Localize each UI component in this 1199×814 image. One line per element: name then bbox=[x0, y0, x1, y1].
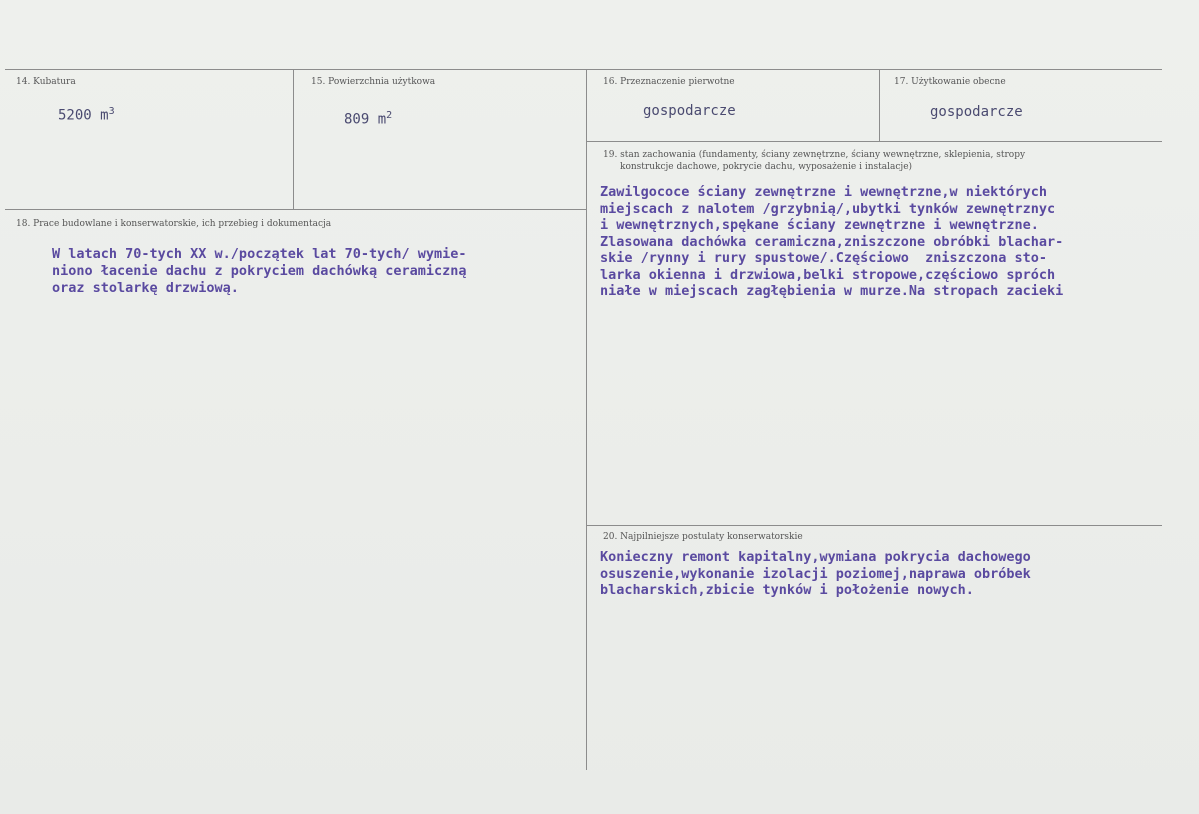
rule-above-20 bbox=[587, 525, 1162, 526]
field-18-text: W latach 70-tych XX w./początek lat 70-tych/ wymie- niono łacenie dachu z pokryciem dachówką ceramiczną oraz stolarkę drzwiową. bbox=[52, 246, 467, 296]
field-17-value: gospodarcze bbox=[930, 104, 1023, 120]
field-14-value bbox=[58, 106, 115, 124]
field-15-value bbox=[344, 110, 392, 128]
field-14-number: 5200 m bbox=[58, 107, 109, 124]
field-15-label: 15. Powierzchnia użytkowa bbox=[311, 77, 436, 87]
center-divider bbox=[586, 70, 587, 770]
rule-under-16-17 bbox=[587, 141, 1162, 142]
field-20-text: Konieczny remont kapitalny,wymiana pokrycia dachowego osuszenie,wykonanie izolacji poziomej,naprawa obróbek blacharskich,zbicie tynków i położenie nowych. bbox=[600, 549, 1031, 598]
field-19-text: Zawilgococe ściany zewnętrzne i wewnętrzne,w niektórych miejscach z nalotem /grzybnią/,ubytki tynków zewnętrznyc i wewnętrznych,spękane ściany zewnętrzne i wewnętrzne. Zlasowana dachówka ceramiczna,zniszczone obróbki blachar- skie /rynny i rury spustowe/.Częściowo zniszczona sto- larka okienna i drzwiowa,belki stropowe,częściowo spróch niałe w miejscach zagłębienia w murze.Na stropach zacieki bbox=[600, 184, 1064, 299]
field-16-label: 16. Przeznaczenie pierwotne bbox=[603, 77, 735, 87]
field-19-label-line1: 19. stan zachowania (fundamenty, ściany zewnętrzne, ściany wewnętrzne, sklepienia, stropy bbox=[603, 150, 1026, 160]
field-15-number: 809 m bbox=[344, 111, 387, 128]
field-19-label-line2: konstrukcje dachowe, pokrycie dachu, wyposażenie i instalacje) bbox=[620, 162, 913, 172]
divider-16-17 bbox=[879, 70, 880, 142]
field-18-label: 18. Prace budowlane i konserwatorskie, ich przebieg i dokumentacja bbox=[16, 219, 332, 229]
field-17-label: 17. Użytkowanie obecne bbox=[894, 77, 1006, 87]
field-14-unit-exponent: 3 bbox=[108, 106, 115, 117]
rule-under-14-15 bbox=[5, 209, 587, 210]
field-15-unit-exponent: 2 bbox=[386, 110, 393, 121]
top-rule bbox=[5, 69, 1162, 70]
field-14-label: 14. Kubatura bbox=[16, 77, 76, 87]
field-20-label: 20. Najpilniejsze postulaty konserwatorskie bbox=[603, 532, 803, 542]
divider-14-15 bbox=[293, 70, 294, 210]
field-16-value: gospodarcze bbox=[643, 103, 736, 119]
